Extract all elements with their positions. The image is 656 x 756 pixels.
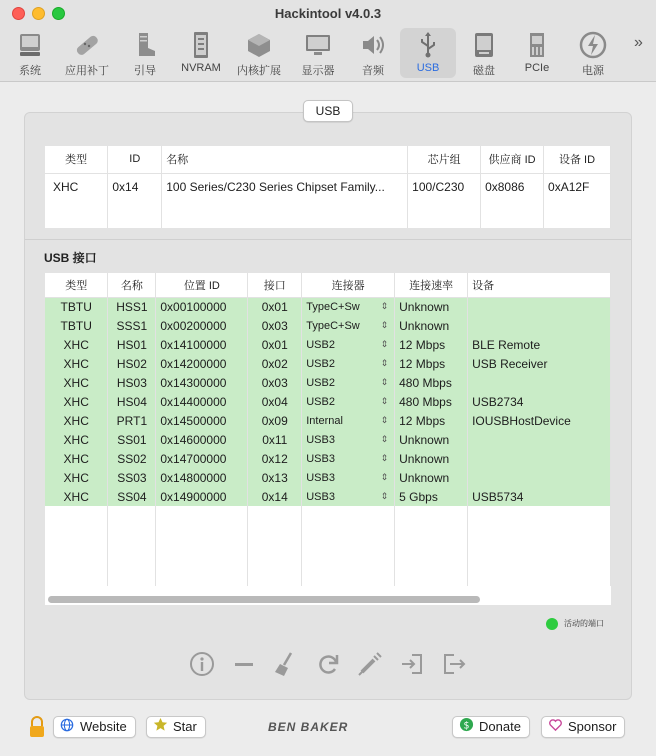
website-button[interactable]: Website (53, 716, 136, 738)
usb-icon (400, 30, 456, 60)
port-row[interactable] (45, 449, 611, 468)
cell-device: USB5734 (468, 487, 611, 506)
cell-connector[interactable]: USB3 ⇕ (302, 430, 395, 449)
cell-type: XHC (45, 373, 108, 392)
cell-location-id: 0x00200000 (156, 316, 248, 335)
port-row[interactable] (45, 373, 611, 392)
cell-speed: Unknown (395, 468, 468, 487)
cell-type: XHC (45, 411, 108, 430)
port-table-header (45, 273, 611, 297)
disk-icon (456, 30, 512, 60)
tab-display[interactable]: 显示器 (290, 28, 346, 78)
cell-port: 0x01 (248, 297, 302, 316)
cell-type: XHC (45, 449, 108, 468)
cell-location-id: 0x14900000 (156, 487, 248, 506)
patch-icon (59, 30, 115, 60)
stepper-chevron-icon[interactable]: ⇕ (380, 414, 389, 425)
cell-device (468, 373, 611, 392)
cell-chipset: 100/C230 (408, 173, 481, 200)
cell-name: HS02 (108, 354, 156, 373)
cell-device (468, 430, 611, 449)
cell-name: SS04 (108, 487, 156, 506)
port-row[interactable] (45, 411, 611, 430)
cell-name: SS02 (108, 449, 156, 468)
tab-usb-segment[interactable]: USB (303, 100, 353, 122)
cell-device (468, 316, 611, 335)
tab-pcie[interactable]: PCIe (509, 28, 565, 78)
active-dot-icon (546, 618, 558, 630)
star-icon (153, 717, 169, 738)
power-icon (565, 30, 621, 60)
system-icon (2, 30, 58, 60)
tab-boot[interactable]: 引导 (117, 28, 173, 78)
col-header-port[interactable]: 接口 (248, 273, 302, 297)
cell-device (468, 449, 611, 468)
empty-row (45, 526, 611, 546)
cell-name: HSS1 (108, 297, 156, 316)
cell-connector[interactable]: USB2 ⇕ (302, 392, 395, 411)
col-header-type[interactable]: 类型 (45, 146, 108, 173)
cell-name: HS04 (108, 392, 156, 411)
section-divider (25, 239, 631, 240)
stepper-chevron-icon[interactable]: ⇕ (380, 395, 389, 406)
cell-type: XHC (45, 335, 108, 354)
kext-icon (231, 30, 287, 60)
controller-row[interactable] (45, 173, 611, 200)
cell-port: 0x12 (248, 449, 302, 468)
cell-port: 0x04 (248, 392, 302, 411)
cell-speed: 480 Mbps (395, 392, 468, 411)
cell-location-id: 0x14700000 (156, 449, 248, 468)
port-table-container[interactable] (45, 273, 611, 605)
stepper-chevron-icon[interactable]: ⇕ (380, 300, 389, 311)
cell-type: XHC (45, 173, 108, 200)
port-row[interactable] (45, 487, 611, 506)
port-table (45, 273, 611, 586)
cell-name: PRT1 (108, 411, 156, 430)
import-icon[interactable] (398, 650, 426, 678)
stepper-chevron-icon[interactable]: ⇕ (380, 376, 389, 387)
cell-connector[interactable]: USB3 ⇕ (302, 449, 395, 468)
cell-speed: 5 Gbps (395, 487, 468, 506)
cell-location-id: 0x14600000 (156, 430, 248, 449)
cell-device (468, 468, 611, 487)
stepper-chevron-icon[interactable]: ⇕ (380, 471, 389, 482)
nvram-icon (173, 30, 229, 60)
col-header-name[interactable]: 名称 (108, 273, 156, 297)
stepper-chevron-icon[interactable]: ⇕ (380, 490, 389, 501)
donate-button[interactable]: $ Donate (452, 716, 530, 738)
star-button[interactable]: Star (146, 716, 206, 738)
col-header-connector[interactable]: 连接器 (302, 273, 395, 297)
info-icon[interactable] (188, 650, 216, 678)
sponsor-button[interactable]: Sponsor (541, 716, 625, 738)
tab-disk[interactable]: 磁盘 (456, 28, 512, 78)
heart-icon (548, 717, 564, 738)
cell-connector[interactable]: TypeC+Sw ⇕ (302, 297, 395, 316)
port-row[interactable] (45, 392, 611, 411)
tab-kext[interactable]: 内核扩展 (231, 28, 287, 78)
port-row[interactable] (45, 335, 611, 354)
cell-speed: Unknown (395, 430, 468, 449)
empty-row (45, 566, 611, 586)
cell-port: 0x14 (248, 487, 302, 506)
cell-location-id: 0x14500000 (156, 411, 248, 430)
export-icon[interactable] (440, 650, 468, 678)
cell-speed: Unknown (395, 297, 468, 316)
col-header-name[interactable]: 名称 (162, 146, 408, 173)
port-row[interactable] (45, 468, 611, 487)
col-header-speed[interactable]: 连接速率 (395, 273, 468, 297)
cell-speed: Unknown (395, 316, 468, 335)
horizontal-scrollbar[interactable] (48, 596, 480, 603)
cell-device-id: 0xA12F (544, 173, 611, 200)
cell-device (468, 297, 611, 316)
cell-type: XHC (45, 487, 108, 506)
cell-location-id: 0x00100000 (156, 297, 248, 316)
port-row[interactable] (45, 297, 611, 316)
col-header-device[interactable]: 设备 (468, 273, 611, 297)
boot-icon (117, 30, 173, 60)
display-icon (290, 30, 346, 60)
cell-port: 0x11 (248, 430, 302, 449)
cell-speed: 480 Mbps (395, 373, 468, 392)
cell-type: XHC (45, 392, 108, 411)
cell-connector[interactable]: USB2 ⇕ (302, 335, 395, 354)
controller-table-header (45, 146, 611, 173)
cell-connector[interactable]: USB2 ⇕ (302, 373, 395, 392)
usb-ports-title: USB 接口 (44, 251, 97, 265)
cell-id: 0x14 (108, 173, 162, 200)
cell-location-id: 0x14400000 (156, 392, 248, 411)
cell-type: TBTU (45, 316, 108, 335)
col-header-device-id[interactable]: 设备 ID (544, 146, 611, 173)
cell-type: TBTU (45, 297, 108, 316)
tab-power[interactable]: 电源 (565, 28, 621, 78)
audio-icon (345, 30, 401, 60)
controller-table (45, 146, 611, 228)
tab-patch[interactable]: 应用补丁 (59, 28, 115, 78)
col-header-chipset[interactable]: 芯片组 (408, 146, 481, 173)
port-row[interactable] (45, 430, 611, 449)
dollar-icon (459, 717, 475, 738)
cell-vendor-id: 0x8086 (481, 173, 544, 200)
cell-connector[interactable]: TypeC+Sw ⇕ (302, 316, 395, 335)
cell-port: 0x01 (248, 335, 302, 354)
remove-icon[interactable] (230, 650, 258, 678)
stepper-chevron-icon[interactable]: ⇕ (380, 433, 389, 444)
stepper-chevron-icon[interactable]: ⇕ (380, 452, 389, 463)
cell-type: XHC (45, 468, 108, 487)
svg-text:$: $ (463, 720, 470, 732)
port-row[interactable] (45, 316, 611, 335)
port-table-body (45, 297, 611, 586)
cell-location-id: 0x14100000 (156, 335, 248, 354)
cell-name: HS03 (108, 373, 156, 392)
col-header-id[interactable]: ID (108, 146, 162, 173)
tab-system[interactable]: 系统 (2, 28, 58, 78)
cell-connector[interactable]: USB2 ⇕ (302, 354, 395, 373)
toolbar-overflow-button[interactable]: » (634, 34, 643, 51)
tab-usb[interactable]: USB (400, 28, 456, 78)
window-title: Hackintool v4.0.3 (274, 6, 382, 21)
lock-icon[interactable] (28, 716, 46, 738)
cell-name: SS01 (108, 430, 156, 449)
col-header-location-id[interactable]: 位置 ID (156, 273, 248, 297)
inject-syringe-icon[interactable] (356, 650, 384, 678)
cell-port: 0x13 (248, 468, 302, 487)
cell-port: 0x02 (248, 354, 302, 373)
refresh-icon[interactable] (314, 650, 342, 678)
pcie-icon (509, 30, 565, 60)
toolbar (0, 26, 656, 80)
cell-type: XHC (45, 354, 108, 373)
stepper-chevron-icon[interactable]: ⇕ (380, 357, 389, 368)
cell-device: BLE Remote (468, 335, 611, 354)
cell-port: 0x03 (248, 373, 302, 392)
cell-location-id: 0x14300000 (156, 373, 248, 392)
cell-speed: 12 Mbps (395, 411, 468, 430)
empty-row (45, 546, 611, 566)
cell-type: XHC (45, 430, 108, 449)
title-bar (0, 0, 656, 82)
tab-nvram[interactable]: NVRAM (173, 28, 229, 78)
cell-port: 0x09 (248, 411, 302, 430)
cell-speed: Unknown (395, 449, 468, 468)
cell-name: HS01 (108, 335, 156, 354)
globe-icon (60, 718, 76, 738)
cell-connector[interactable]: USB3 ⇕ (302, 468, 395, 487)
empty-row (45, 506, 611, 526)
cell-speed: 12 Mbps (395, 335, 468, 354)
cell-device: USB Receiver (468, 354, 611, 373)
tab-audio[interactable]: 音频 (345, 28, 401, 78)
col-header-type[interactable]: 类型 (45, 273, 108, 297)
ben-baker-logo: BEN BAKER (268, 720, 349, 734)
clear-broom-icon[interactable] (271, 650, 299, 678)
cell-location-id: 0x14200000 (156, 354, 248, 373)
cell-name: 100 Series/C230 Series Chipset Family... (162, 173, 408, 200)
cell-location-id: 0x14800000 (156, 468, 248, 487)
legend-label: 活动的端口 (564, 619, 604, 629)
cell-connector[interactable]: USB3 ⇕ (302, 487, 395, 506)
cell-speed: 12 Mbps (395, 354, 468, 373)
cell-name: SS03 (108, 468, 156, 487)
stepper-chevron-icon[interactable]: ⇕ (380, 319, 389, 330)
cell-name: SSS1 (108, 316, 156, 335)
port-row[interactable] (45, 354, 611, 373)
cell-port: 0x03 (248, 316, 302, 335)
cell-device: IOUSBHostDevice (468, 411, 611, 430)
col-header-vendor-id[interactable]: 供应商 ID (481, 146, 544, 173)
stepper-chevron-icon[interactable]: ⇕ (380, 338, 389, 349)
cell-connector[interactable]: Internal ⇕ (302, 411, 395, 430)
cell-device: USB2734 (468, 392, 611, 411)
active-port-legend (546, 618, 604, 630)
